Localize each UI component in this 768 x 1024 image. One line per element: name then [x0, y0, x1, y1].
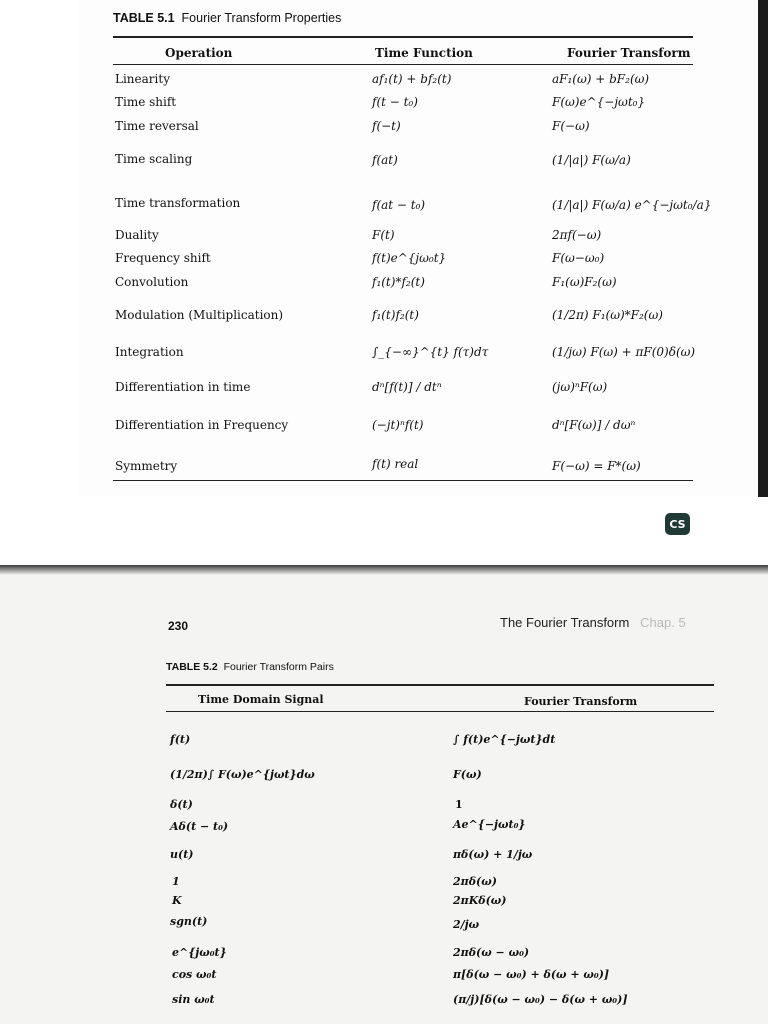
pair-time: sin ω₀t — [172, 993, 215, 1006]
pair-ft: (π/j)[δ(ω − ω₀) − δ(ω + ω₀)] — [453, 993, 628, 1006]
pair-ft: π[δ(ω − ω₀) + δ(ω + ω₀)] — [453, 968, 610, 981]
pair-time: sgn(t) — [170, 915, 208, 928]
row-ft: F(−ω) = F*(ω) — [552, 459, 641, 473]
pair-time: cos ω₀t — [172, 968, 217, 981]
pair-time: 1 — [172, 875, 180, 888]
row-op: Frequency shift — [115, 251, 211, 265]
row-ft: aF₁(ω) + bF₂(ω) — [552, 72, 650, 86]
row-ft: F₁(ω)F₂(ω) — [552, 275, 617, 289]
row-op: Symmetry — [115, 459, 178, 473]
row-time: af₁(t) + bf₂(t) — [372, 72, 452, 86]
row-ft: (jω)ⁿF(ω) — [552, 380, 608, 394]
row-op: Integration — [115, 345, 184, 359]
row-time: f(−t) — [372, 119, 401, 133]
right-edge-shadow — [758, 0, 768, 497]
header-time-domain: Time Domain Signal — [198, 693, 324, 706]
row-ft: F(ω)e^{−jωt₀} — [552, 95, 646, 109]
table-5-2-title: TABLE 5.2 Fourier Transform Pairs — [166, 661, 334, 673]
pair-ft: Ae^{−jωt₀} — [453, 818, 526, 831]
row-ft: (1/|a|) F(ω/a) — [552, 153, 631, 167]
pair-ft: πδ(ω) + 1/jω — [453, 848, 533, 861]
row-time: dⁿ[f(t)] / dtⁿ — [372, 380, 442, 394]
row-op: Differentiation in Frequency — [115, 418, 289, 432]
row-op: Time transformation — [115, 196, 241, 210]
camscanner-badge: CS — [665, 513, 690, 535]
row-op: Convolution — [115, 275, 189, 289]
row-ft: F(−ω) — [552, 119, 590, 133]
table-top-rule — [113, 36, 693, 38]
running-head: The Fourier Transform Chap. 5 — [500, 615, 686, 630]
row-op: Linearity — [115, 72, 170, 86]
page-number: 230 — [168, 619, 189, 633]
row-ft: 2πf(−ω) — [552, 228, 602, 242]
row-op: Modulation (Multiplication) — [115, 308, 284, 322]
pair-ft: 2πδ(ω − ω₀) — [453, 946, 530, 959]
pair-time: K — [172, 894, 182, 907]
header-fourier: Fourier Transform — [524, 695, 638, 708]
table-bottom-rule — [113, 480, 693, 481]
row-time: f(t)e^{jω₀t} — [372, 251, 447, 265]
header-time-function: Time Function — [375, 46, 473, 60]
row-time: f₁(t)f₂(t) — [372, 308, 419, 322]
pair-ft: ∫ f(t)e^{−jωt}dt — [453, 733, 556, 746]
row-time: F(t) — [372, 228, 395, 242]
header-operation: Operation — [165, 46, 233, 60]
row-time: (−jt)ⁿf(t) — [372, 418, 424, 432]
pair-time: f(t) — [170, 733, 191, 746]
row-ft: dⁿ[F(ω)] / dωⁿ — [552, 418, 636, 432]
row-time: ∫_{−∞}^{t} f(τ)dτ — [372, 345, 489, 359]
pair-ft: 2πKδ(ω) — [453, 894, 507, 907]
pair-time: Aδ(t − t₀) — [170, 820, 229, 833]
table2-header-rule — [166, 711, 714, 712]
pair-time: (1/2π)∫ F(ω)e^{jωt}dω — [170, 768, 315, 781]
row-time: f₁(t)*f₂(t) — [372, 275, 425, 289]
row-ft: F(ω−ω₀) — [552, 251, 605, 265]
row-ft: (1/2π) F₁(ω)*F₂(ω) — [552, 308, 663, 322]
header-fourier-transform: Fourier Transform — [567, 46, 691, 60]
row-time: f(at − t₀) — [372, 198, 426, 212]
pair-time: u(t) — [170, 848, 194, 861]
row-op: Time scaling — [115, 152, 193, 166]
pair-ft: F(ω) — [453, 768, 482, 781]
row-ft: (1/|a|) F(ω/a) e^{−jωt₀/a} — [552, 198, 712, 212]
left-margin — [0, 0, 78, 497]
pair-time: e^{jω₀t} — [172, 946, 227, 959]
row-time: f(at) — [372, 153, 398, 167]
header-rule — [113, 64, 693, 65]
page-230 — [0, 565, 768, 1024]
row-time: f(t − t₀) — [372, 95, 418, 109]
row-time: f(t) real — [372, 457, 419, 471]
row-op: Differentiation in time — [115, 380, 251, 394]
pair-time: δ(t) — [170, 798, 193, 811]
row-op: Time reversal — [115, 119, 199, 133]
table-5-1-title: TABLE 5.1 Fourier Transform Properties — [113, 11, 342, 25]
table2-top-rule — [166, 684, 714, 686]
row-op: Duality — [115, 228, 159, 242]
page-gap — [0, 497, 768, 565]
row-ft: (1/jω) F(ω) + πF(0)δ(ω) — [552, 345, 696, 359]
pair-ft: 2πδ(ω) — [453, 875, 497, 888]
pair-ft: 2/jω — [453, 918, 480, 931]
pair-ft: 1 — [455, 798, 463, 811]
row-op: Time shift — [115, 95, 177, 109]
